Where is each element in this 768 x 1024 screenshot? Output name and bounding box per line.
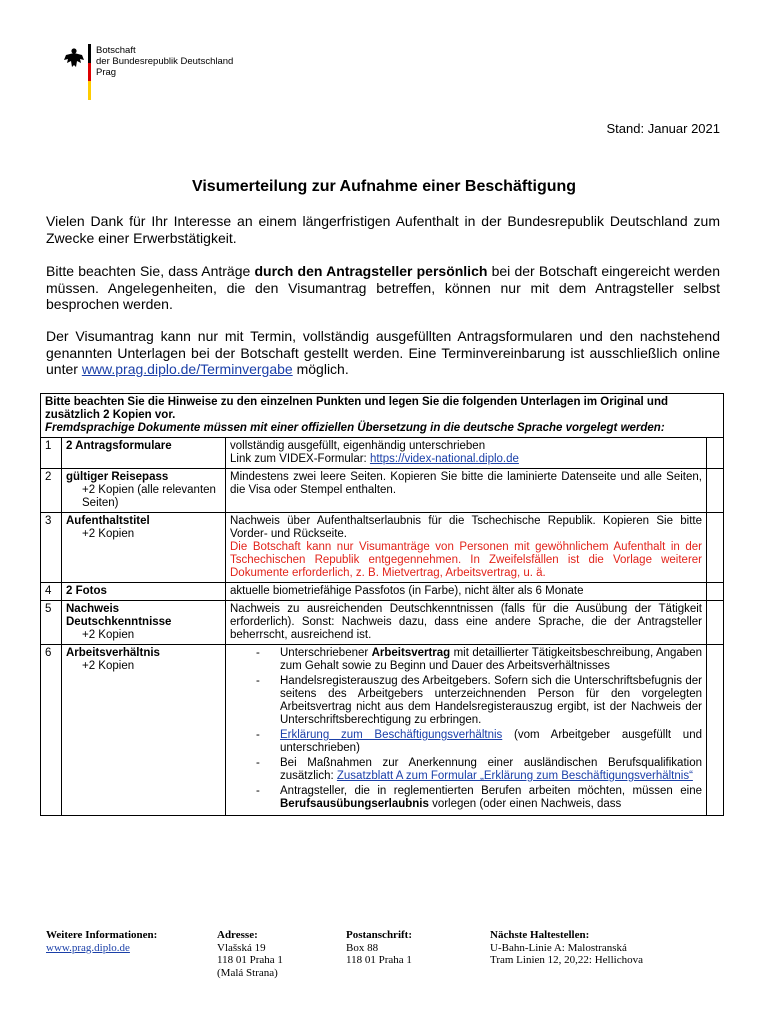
table-row (41, 645, 724, 816)
footer-info-heading: Weitere Informationen: (46, 929, 158, 941)
p2-bold: durch den Antragsteller persönlich (254, 263, 488, 279)
item-text-end: mit detaillierter Tätigkeitsbeschreibung, Angaben zum Gehalt sowie zu Beginn und Dauer des Arbeitsverhältnisses (280, 647, 702, 672)
item-text: Handelsregisterauszug des Arbeitgebers. Sofern sich die Unterschriftsbefugnis der seitens des Arbeitgebers unterzeichnenden Person für den vorgelegten Arbeitsvertrag nicht aus dem Handelsregisterauszug ergibt, ist der Nachweis der Unterschriftsberechtigung zu erbringen. (280, 675, 702, 726)
table-row (41, 438, 724, 469)
row-description: aktuelle biometriefähige Passfotos (in Farbe), nicht älter als 6 Monate (226, 583, 707, 601)
employment-declaration-link[interactable]: Erklärung zum Beschäftigungsverhältnis (280, 729, 503, 741)
table-row (41, 583, 724, 601)
item-text: Bei Maßnahmen zur Anerkennung einer ausländischen Berufsqualifikation zusätzlich: (280, 757, 702, 782)
row-empty-cell (707, 513, 724, 583)
documents-table (40, 393, 724, 816)
footer-transit-heading: Nächste Haltestellen: (490, 929, 590, 941)
row-number: 5 (41, 601, 62, 645)
row-title-text: Arbeitsverhältnis (66, 647, 160, 659)
row-title (62, 645, 226, 816)
row-title-text: 2 Fotos (66, 585, 107, 597)
embassy-website-link[interactable]: www.prag.diplo.de (46, 941, 130, 954)
row-number: 2 (41, 469, 62, 513)
row-description: Mindestens zwei leere Seiten. Kopieren Sie bitte die laminierte Datenseite und alle Seiten, die Visa oder Stempel enthalten. (226, 469, 707, 513)
list-item (280, 729, 702, 755)
row-title (62, 513, 226, 583)
videx-link[interactable]: https://videx-national.diplo.de (369, 453, 519, 465)
p2-text-end: bei der Botschaft eingereicht werden müssen. Angelegenheiten, die den Visumantrag betreffen, können nur mit dem Antragsteller selbst besprochen werden. (46, 263, 720, 312)
row-subtitle: +2 Kopien (alle relevanten Seiten) (82, 484, 216, 509)
postal-city: 118 01 Praha 1 (346, 954, 412, 966)
footer-address-heading: Adresse: (217, 929, 258, 941)
row-empty-cell (707, 438, 724, 469)
footer-postal-heading: Postanschrift: (346, 929, 412, 941)
footer-address (217, 929, 283, 979)
row-title-text: Aufenthaltstitel (66, 515, 150, 527)
org-line-1: Botschaft (96, 45, 136, 56)
row-desc-link-label: Link zum VIDEX-Formular: (230, 453, 370, 465)
row-number: 1 (41, 438, 62, 469)
row-desc-text: vollständig ausgefüllt, eigenhändig unterschrieben (230, 440, 486, 452)
address-street: Vlašská 19 (217, 941, 266, 954)
postal-box: Box 88 (346, 941, 379, 954)
footer-info (46, 929, 157, 954)
row-title (62, 438, 226, 469)
flag-stripe (88, 44, 91, 100)
row-empty-cell (707, 601, 724, 645)
row-title-text: Nachweis Deutschkenntnisse (66, 603, 172, 628)
row-empty-cell (707, 469, 724, 513)
row-title (62, 601, 226, 645)
row-desc-text: Nachweis über Aufenthaltserlaubnis für die Tschechische Republik. Kopieren Sie bitte Vorder- und Rückseite. (230, 515, 702, 540)
row-title-text: gültiger Reisepass (66, 471, 169, 483)
transit-metro: U-Bahn-Linie A: Malostranská (490, 941, 627, 954)
item-text: Unterschriebener (280, 647, 372, 659)
row-subtitle: +2 Kopien (82, 629, 135, 641)
row-number: 6 (41, 645, 62, 816)
embassy-name (96, 45, 233, 78)
intro-paragraph-3 (46, 328, 720, 378)
address-district: (Malá Strana) (217, 966, 278, 979)
intro-paragraph-2 (46, 263, 720, 313)
row-number: 4 (41, 583, 62, 601)
table-header-note: Bitte beachten Sie die Hinweise zu den einzelnen Punkten und legen Sie die folgenden Unterlagen im Original und zusätzlich 2 Kopien vor. (45, 396, 669, 421)
row-description (226, 513, 707, 583)
row-title-text: 2 Antragsformulare (66, 440, 172, 452)
documents-table-viewport (40, 393, 730, 929)
row-desc-link-line (230, 453, 702, 466)
table-row (41, 513, 724, 583)
row-title (62, 583, 226, 601)
table-row (41, 469, 724, 513)
table-header (41, 394, 724, 438)
row-subtitle: +2 Kopien (82, 528, 135, 540)
item-text: Antragsteller, die in reglementierten Berufen arbeiten möchten, müssen eine (280, 785, 702, 797)
row-title (62, 469, 226, 513)
supplement-a-link[interactable]: Zusatzblatt A zum Formular „Erklärung zum Beschäftigungsverhältnis“ (336, 770, 693, 782)
document-date: Stand: Januar 2021 (606, 121, 720, 136)
appointment-link[interactable]: www.prag.diplo.de/Terminvergabe (81, 361, 293, 377)
row-description (226, 645, 707, 816)
list-item (280, 757, 702, 783)
p2-text: Bitte beachten Sie, dass Anträge (46, 263, 255, 279)
item-bold: Berufsausübungserlaubnis (280, 798, 429, 810)
p3-text-end: möglich. (292, 361, 349, 377)
footer-transit (490, 929, 643, 967)
p3-text: Der Visumantrag kann nur mit Termin, vollständig ausgefüllten Antragsformularen und den nachstehend genannten Unterlagen bei der Botschaft gestellt werden. Eine Terminvereinbarung ist ausschließlich online unter (46, 328, 720, 377)
intro-paragraph-1: Vielen Dank für Ihr Interesse an einem längerfristigen Aufenthalt in der Bundesrepublik Deutschland zum Zwecke einer Erwerbstätigkeit. (46, 213, 720, 246)
row-number: 3 (41, 513, 62, 583)
footer-postal (346, 929, 412, 967)
row-description: Nachweis zu ausreichenden Deutschkenntnissen (falls für die Ausübung der Tätigkeit erforderlich). Sonst: Nachweis dazu, dass eine andere Sprache, die der Antragsteller beherrscht, ausreichend ist. (226, 601, 707, 645)
row-subtitle: +2 Kopien (82, 660, 135, 672)
address-city: 118 01 Praha 1 (217, 954, 283, 966)
page-title: Visumerteilung zur Aufnahme einer Beschäftigung (191, 178, 577, 195)
employment-docs-list (230, 647, 702, 811)
row-empty-cell (707, 583, 724, 601)
org-line-2: der Bundesrepublik Deutschland (96, 56, 234, 67)
row-empty-cell (707, 645, 724, 816)
item-text-end: vorlegen (oder einen Nachweis, dass (428, 798, 622, 810)
table-row (41, 601, 724, 645)
list-item (280, 675, 702, 727)
residence-warning: Die Botschaft kann nur Visumanträge von Personen mit gewöhnlichem Aufenthalt in der Tschechischen Republik entgegennehmen. In Zweifelsfällen ist die Vorlage weiterer Dokumente erforderlich, z. B. Mietvertrag, Arbeitsvertrag, u. ä. (230, 541, 702, 579)
table-header-translation: Fremdsprachige Dokumente müssen mit einer offiziellen Übersetzung in die deutsche Sprache vorgelegt werden: (45, 422, 665, 434)
row-description (226, 438, 707, 469)
item-text-end: (vom Arbeitgeber ausgefüllt und unterschrieben) (280, 729, 702, 754)
org-line-3: Prag (96, 67, 117, 78)
transit-tram: Tram Linien 12, 20,22: Hellichova (490, 954, 643, 966)
list-item (280, 785, 702, 811)
item-bold: Arbeitsvertrag (371, 647, 451, 659)
federal-eagle-icon (62, 46, 86, 70)
list-item (280, 647, 702, 673)
